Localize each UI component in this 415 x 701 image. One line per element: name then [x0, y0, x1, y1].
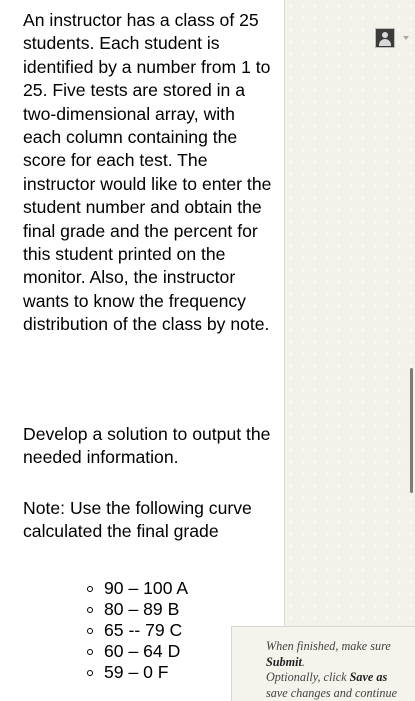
- list-item: [87, 641, 188, 662]
- grade-curve-list: [87, 578, 188, 683]
- list-item: [87, 662, 188, 683]
- grade-range: 60 – 64 D: [104, 641, 180, 661]
- submit-instructions-text: [266, 639, 415, 701]
- question-paragraph: Develop a solution to output the needed information.: [23, 423, 273, 470]
- list-item: [87, 599, 188, 620]
- bullet-icon: [87, 607, 93, 613]
- question-paragraph: Note: Use the following curve calculated the final grade: [23, 497, 273, 544]
- avatar-shoulders: [379, 39, 391, 46]
- grade-range: 59 – 0 F: [104, 662, 169, 682]
- avatar-head: [382, 32, 388, 38]
- chevron-down-icon[interactable]: [403, 36, 409, 40]
- scrollbar[interactable]: [410, 368, 413, 493]
- bullet-icon: [87, 586, 93, 592]
- list-item: [87, 578, 188, 599]
- question-paragraph: An instructor has a class of 25 students. Each student is identified by a number from 1 to 25. Five tests are stored in a two-dimensional array, with each column containing the score for each test. The instructor would like to enter the student number and obtain the final grade and the percent for this student printed on the monitor. Also, the instructor wants to know the frequency distribution of the class by note.: [23, 9, 273, 337]
- instruction-line: save changes and continue: [266, 686, 415, 701]
- bullet-icon: [87, 628, 93, 634]
- grade-range: 80 – 89 B: [104, 599, 179, 619]
- instruction-line: When finished, make sure: [266, 639, 415, 655]
- list-item: [87, 620, 188, 641]
- bullet-icon: [87, 649, 93, 655]
- bullet-icon: [87, 670, 93, 676]
- instruction-line: Submit.: [266, 655, 415, 671]
- grade-range: 90 – 100 A: [104, 578, 188, 598]
- save-as-label: Save as: [350, 670, 388, 684]
- side-panel-background: [285, 0, 415, 700]
- submit-instructions-panel: [231, 626, 415, 701]
- grade-range: 65 -- 79 C: [104, 620, 182, 640]
- user-avatar-icon[interactable]: [375, 28, 395, 48]
- submit-label: Submit: [266, 655, 302, 669]
- instruction-line: Optionally, click Save as: [266, 670, 415, 686]
